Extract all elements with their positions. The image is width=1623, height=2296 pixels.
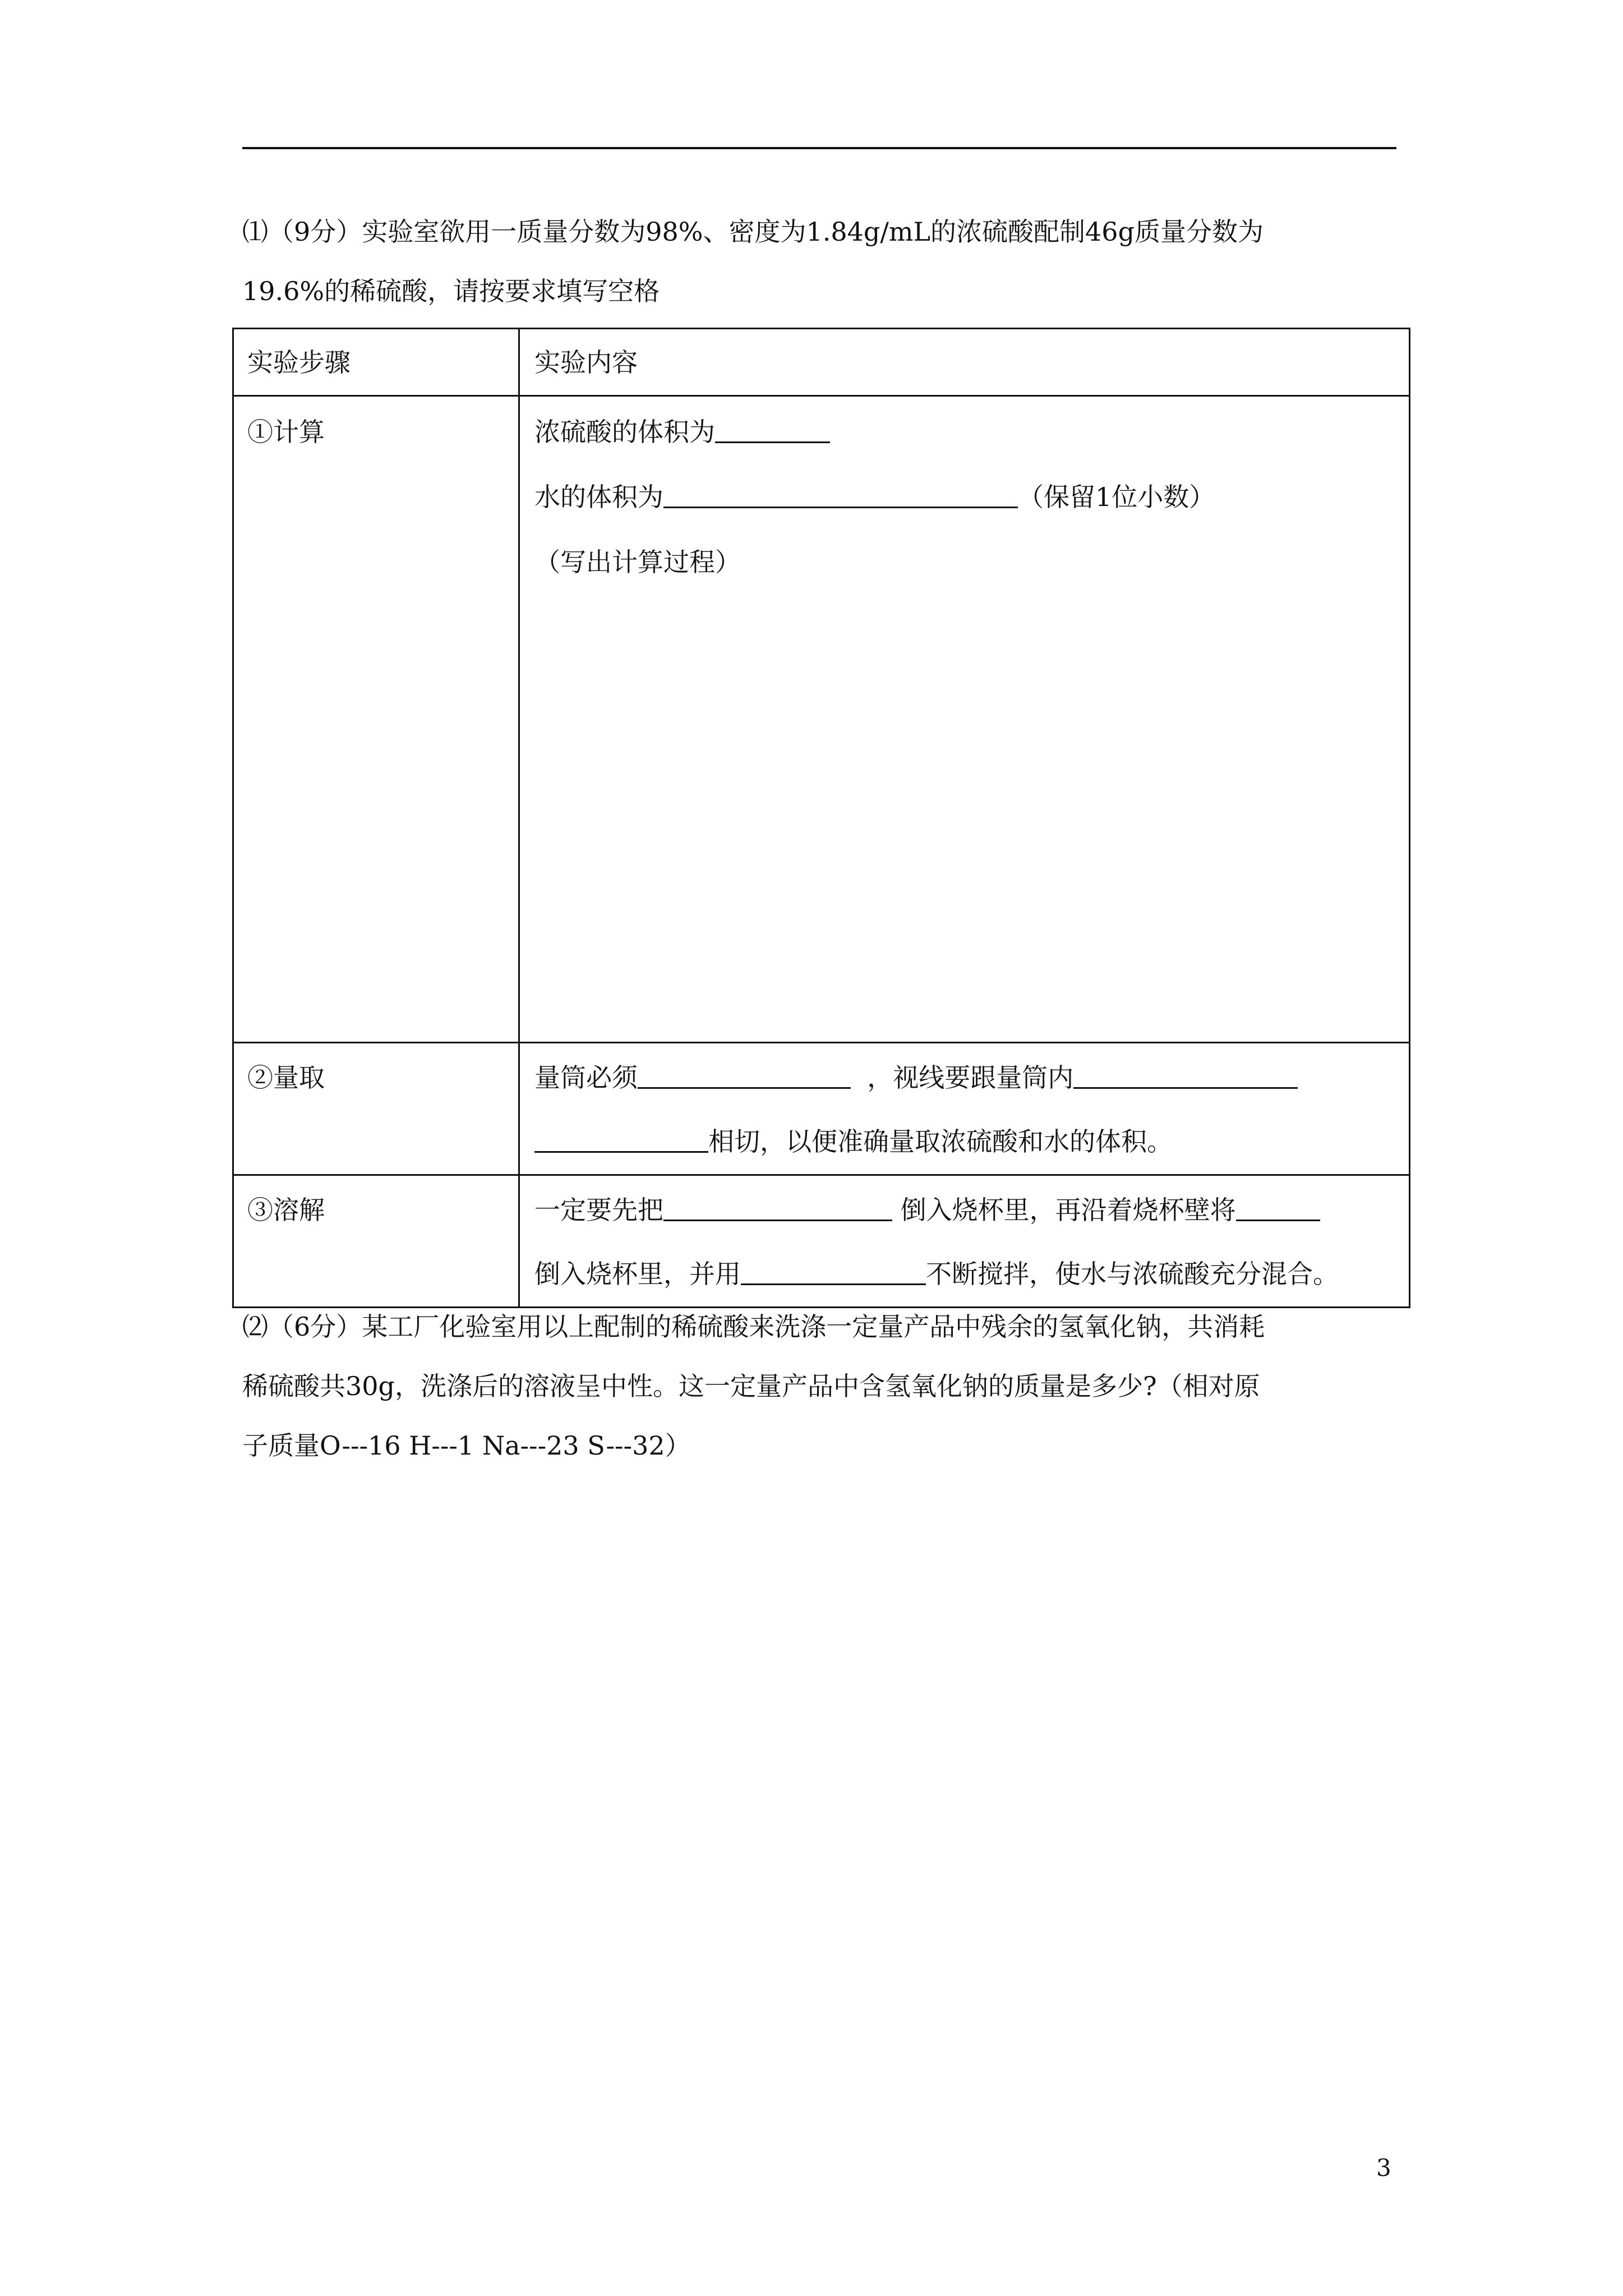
cylinder-placement-blank[interactable]	[638, 1061, 851, 1089]
calc-content-cell	[519, 396, 1410, 1043]
dissolve-content-cell	[519, 1175, 1410, 1308]
dissolve-text-d: 不断搅拌，使水与浓硫酸充分混合。	[926, 1259, 1339, 1289]
calc-rounding-note: （保留1位小数）	[1018, 482, 1215, 512]
dissolve-line-2	[520, 1240, 1409, 1304]
measure-content-cell	[519, 1043, 1410, 1175]
question-1-line-2: 19.6%的稀硫酸，请按要求填写空格	[242, 276, 660, 306]
question-1-text	[242, 202, 1398, 321]
first-pour-blank[interactable]	[663, 1194, 892, 1221]
dissolve-line-1	[520, 1176, 1409, 1240]
dissolve-text-b: 倒入烧杯里，再沿着烧杯壁将	[900, 1195, 1236, 1225]
calc-water-volume-label: 水的体积为	[534, 482, 663, 512]
measure-text-b: ，视线要跟量筒内	[867, 1062, 1074, 1093]
measure-text-c: 相切，以便准确量取浓硫酸和水的体积。	[708, 1126, 1173, 1157]
table-header-row	[233, 329, 1410, 396]
liquid-level-blank-1[interactable]	[1073, 1061, 1298, 1089]
calc-step: ①计算	[247, 417, 325, 447]
question-2-text	[242, 1297, 1398, 1475]
liquid-level-blank-2[interactable]	[534, 1125, 708, 1153]
calc-line-1	[520, 397, 1409, 462]
water-volume-blank[interactable]	[663, 481, 1018, 508]
question-2-line-2: 稀硫酸共30g，洗涤后的溶液呈中性。这一定量产品中含氢氧化钠的质量是多少?（相对原	[242, 1371, 1260, 1401]
header-step-cell	[233, 329, 519, 396]
stirring-tool-blank[interactable]	[741, 1258, 926, 1285]
table-row-dissolve	[233, 1175, 1410, 1308]
table-row-measure	[233, 1043, 1410, 1175]
measure-line-2	[520, 1107, 1409, 1171]
dissolve-text-a: 一定要先把	[534, 1195, 663, 1225]
calc-line-2	[520, 462, 1409, 527]
measure-line-1	[520, 1043, 1409, 1107]
measure-step-cell	[233, 1043, 519, 1175]
second-pour-blank[interactable]	[1236, 1194, 1320, 1221]
dissolve-step-cell	[233, 1175, 519, 1308]
table-row-calculate	[233, 396, 1410, 1043]
calc-line-3: （写出计算过程）	[534, 547, 741, 577]
header-step: 实验步骤	[247, 347, 351, 378]
page-number: 3	[1376, 2154, 1391, 2182]
header-content-cell	[519, 329, 1410, 396]
header-content: 实验内容	[534, 347, 638, 378]
calc-step-cell	[233, 396, 519, 1043]
measure-step: ②量取	[247, 1062, 325, 1093]
calc-acid-volume-label: 浓硫酸的体积为	[534, 417, 715, 447]
dissolve-step: ③溶解	[247, 1195, 325, 1225]
acid-volume-blank[interactable]	[715, 416, 830, 443]
question-2-line-1: ⑵（6分）某工厂化验室用以上配制的稀硫酸来洗涤一定量产品中残余的氢氧化钠，共消耗	[242, 1312, 1265, 1342]
measure-text-a: 量筒必须	[534, 1062, 638, 1093]
header-rule	[242, 147, 1396, 149]
experiment-table	[232, 328, 1410, 1308]
question-2-line-3: 子质量O---16 H---1 Na---23 S---32）	[242, 1430, 691, 1461]
dissolve-text-c: 倒入烧杯里，并用	[534, 1259, 741, 1289]
question-1-line-1: ⑴（9分）实验室欲用一质量分数为98%、密度为1.84g/mL的浓硫酸配制46g质量分数为	[242, 217, 1264, 247]
